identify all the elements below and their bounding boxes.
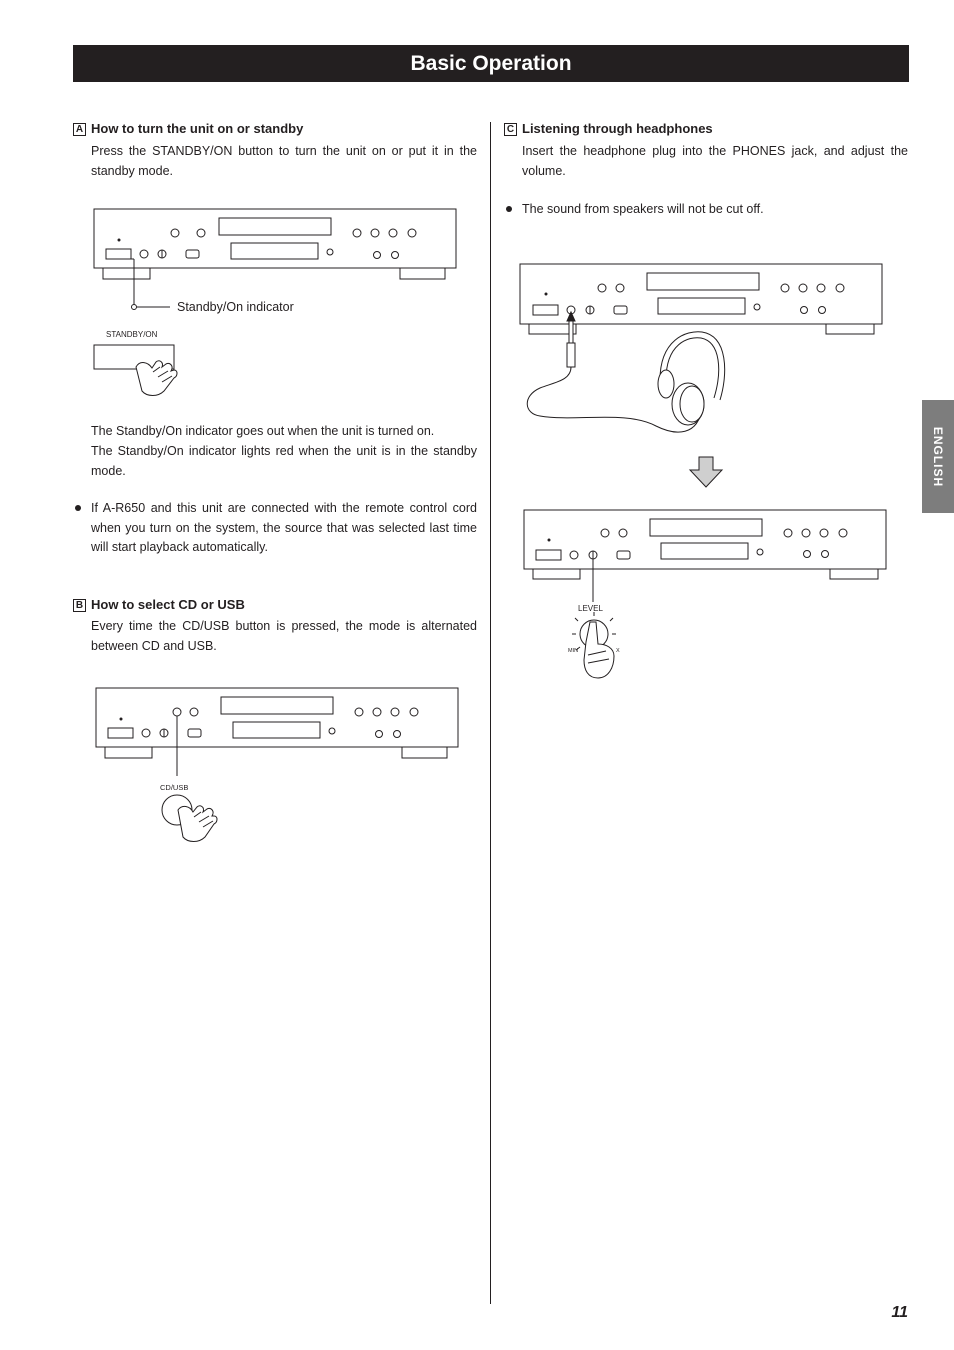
pointing-hand-icon — [136, 361, 177, 396]
section-b-intro: Every time the CD/USB button is pressed, the mode is alternated between CD and USB. — [91, 619, 477, 653]
down-arrow-icon — [690, 457, 722, 487]
cd-usb-button-label: CD/USB — [160, 783, 189, 792]
pointing-hand-icon — [178, 806, 217, 842]
bullet-icon — [75, 505, 81, 511]
column-divider — [490, 122, 491, 1304]
cd-player-front-panel — [524, 510, 886, 579]
section-a-text-2: The Standby/On indicator lights red when the unit is in the standby mode. — [91, 444, 477, 478]
section-a-letter: A — [73, 123, 86, 136]
section-b-heading — [73, 597, 245, 613]
page-number: 11 — [891, 1304, 908, 1321]
section-a-text-1: The Standby/On indicator goes out when the unit is turned on. — [91, 424, 435, 438]
section-c-letter: C — [504, 123, 517, 136]
language-tab-label: ENGLISH — [931, 426, 945, 487]
cd-player-front-panel — [96, 688, 458, 758]
level-knob-label: LEVEL — [578, 604, 603, 613]
level-max-label: X — [616, 648, 620, 654]
bullet-icon — [506, 206, 512, 212]
section-c-heading — [504, 121, 713, 137]
section-b-letter: B — [73, 599, 86, 612]
cd-player-front-panel — [520, 264, 882, 334]
section-a-intro: Press the STANDBY/ON button to turn the unit on or put it in the standby mode. — [91, 144, 477, 178]
headphones-icon — [658, 332, 725, 425]
section-c-title: Listening through headphones — [522, 121, 713, 136]
standby-on-button-label: STANDBY/ON — [106, 330, 158, 339]
headphones-illustration — [516, 260, 896, 690]
section-c-bullet-text: The sound from speakers will not be cut off. — [522, 202, 764, 216]
section-a-bullet — [91, 499, 477, 558]
section-c-bullet — [522, 200, 908, 220]
standby-indicator-label: Standby/On indicator — [177, 300, 294, 314]
level-min-label: MIN — [568, 648, 579, 654]
section-a-bullet-text: If A-R650 and this unit are connected with the remote control cord when you turn on the system, the source that was selected last time will start playback automatically. — [91, 501, 477, 554]
unit-standby-illustration — [90, 205, 470, 410]
language-tab — [922, 400, 954, 513]
cd-player-front-panel — [94, 209, 456, 279]
section-c-intro: Insert the headphone plug into the PHONES jack, and adjust the volume. — [522, 144, 908, 178]
section-a-heading — [73, 121, 303, 137]
section-a-title: How to turn the unit on or standby — [91, 121, 304, 136]
cd-usb-select-illustration — [92, 684, 472, 849]
page-title: Basic Operation — [73, 45, 909, 82]
section-b-title: How to select CD or USB — [91, 597, 245, 612]
